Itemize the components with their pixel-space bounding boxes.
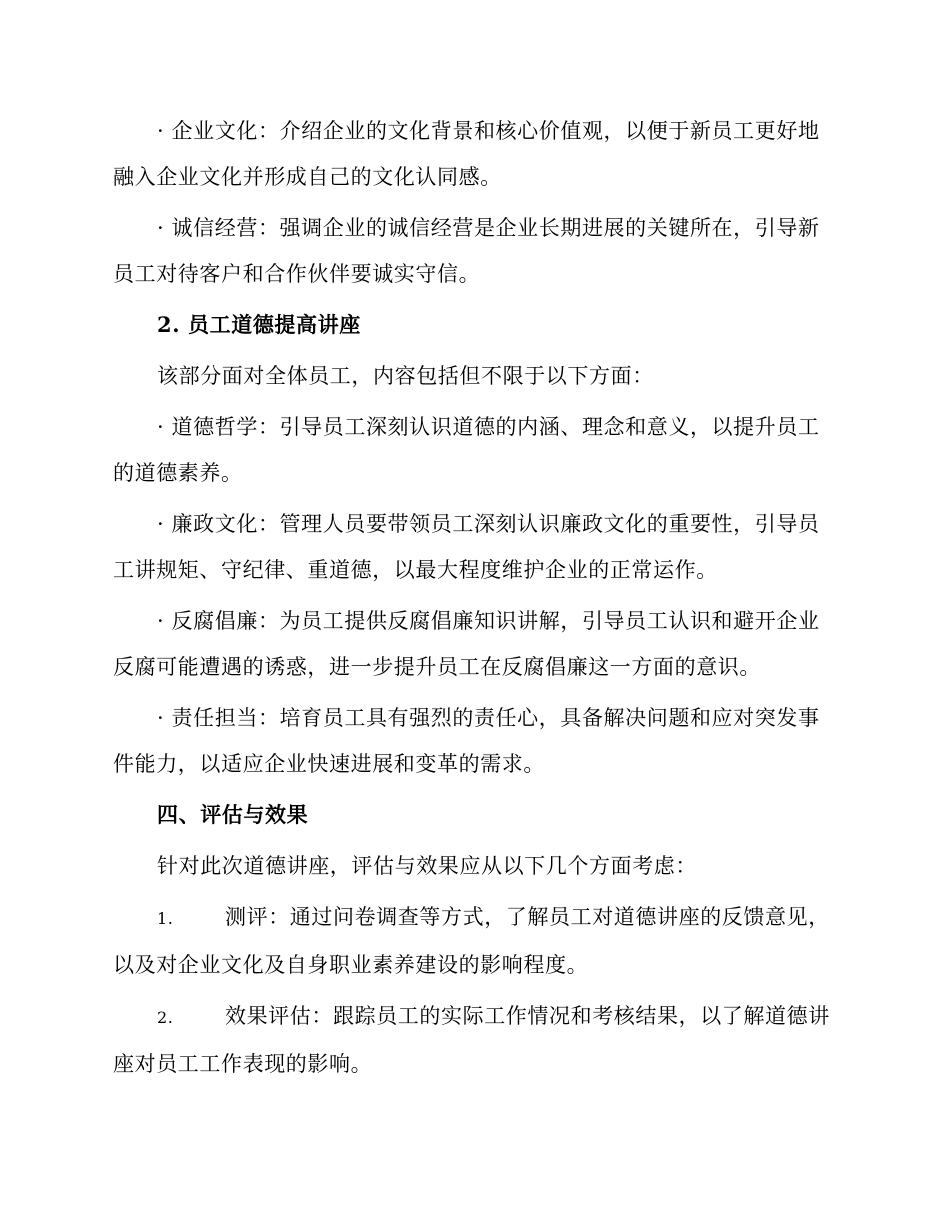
paragraph-responsibility: · 责任担当：培育员工具有强烈的责任心，具备解决问题和应对突发事件能力，以适应企业快速进展和变革的需求。 bbox=[113, 706, 820, 776]
item-text: 效果评估：跟踪员工的实际工作情况和考核结果，以了解道德讲座对员工工作表现的影响。 bbox=[113, 1004, 830, 1076]
section-heading-ethics-lecture: 2. 员工道德提高讲座 bbox=[157, 312, 361, 337]
paragraph-integrity: · 诚信经营：强调企业的诚信经营是企业长期进展的关键所在，引导新员工对待客户和合作伙伴要诚实守信。 bbox=[113, 216, 820, 286]
item-number: 2. bbox=[157, 1008, 174, 1027]
paragraph-clean-government: · 廉政文化：管理人员要带领员工深刻认识廉政文化的重要性，引导员工讲规矩、守纪律、重道德，以最大程度维护企业的正常运作。 bbox=[113, 512, 820, 582]
paragraph-anti-corruption: · 反腐倡廉：为员工提供反腐倡廉知识讲解，引导员工认识和避开企业反腐可能遭遇的诱惑，进一步提升员工在反腐倡廉这一方面的意识。 bbox=[113, 609, 820, 679]
item-number: 1. bbox=[157, 909, 174, 928]
paragraph-intro: 该部分面对全体员工，内容包括但不限于以下方面： bbox=[157, 364, 654, 388]
paragraph-corporate-culture: · 企业文化：介绍企业的文化背景和核心价值观，以便于新员工更好地融入企业文化并形成自己的文化认同感。 bbox=[113, 119, 820, 189]
section-heading-evaluation: 四、评估与效果 bbox=[157, 802, 309, 827]
paragraph-evaluation-intro: 针对此次道德讲座，评估与效果应从以下几个方面考虑： bbox=[157, 854, 697, 878]
numbered-item-2 bbox=[113, 993, 835, 1087]
document-body bbox=[113, 108, 835, 1092]
paragraph-moral-philosophy: · 道德哲学：引导员工深刻认识道德的内涵、理念和意义，以提升员工的道德素养。 bbox=[113, 415, 820, 485]
numbered-item-1 bbox=[113, 894, 835, 988]
item-text: 测评：通过问卷调查等方式，了解员工对道德讲座的反馈意见，以及对企业文化及自身职业素养建设的影响程度。 bbox=[113, 905, 830, 977]
